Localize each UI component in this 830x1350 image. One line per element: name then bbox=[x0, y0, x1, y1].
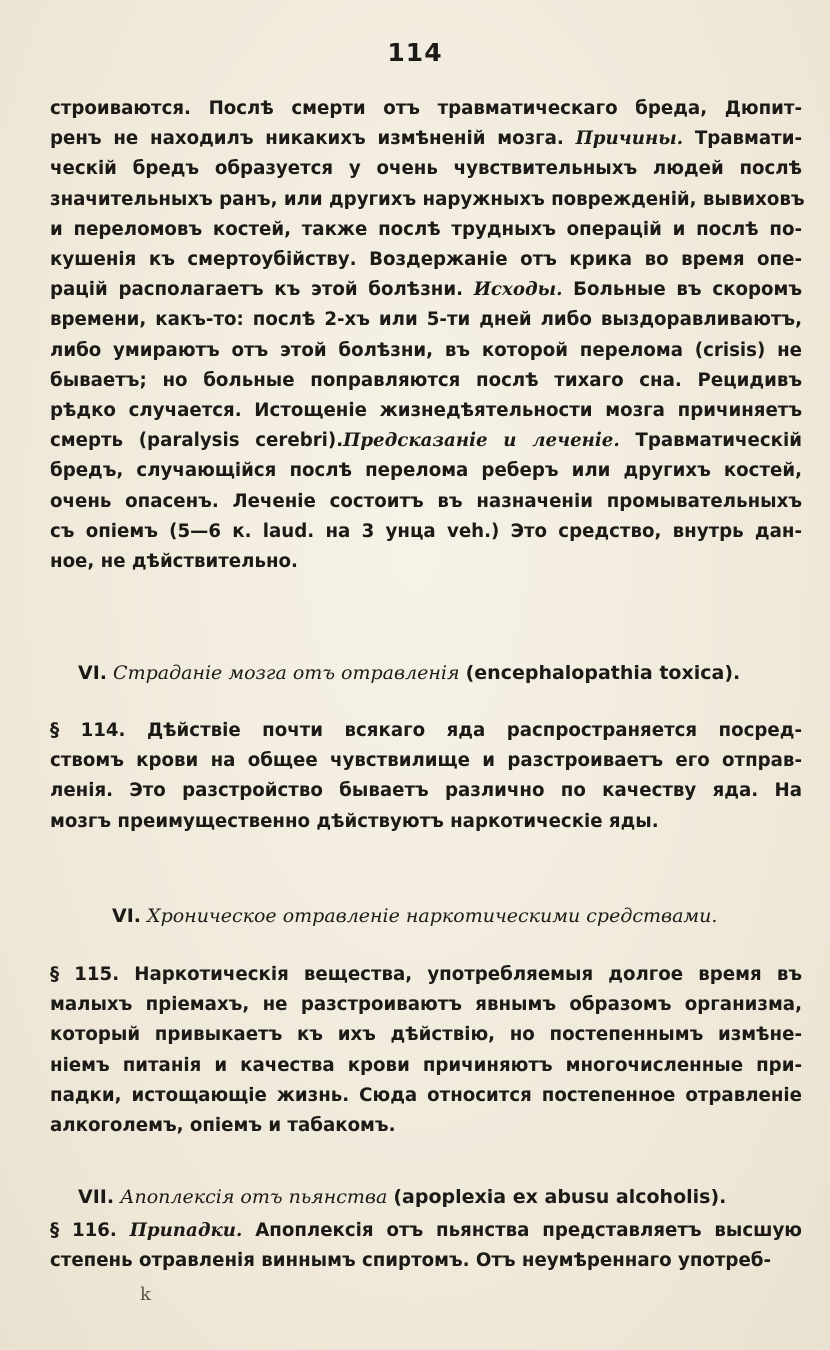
text-line: который привыкаетъ къ ихъ дѣйствію, но постепеннымъ измѣне- bbox=[50, 1024, 802, 1046]
text-line: степень отравленія виннымъ спиртомъ. Отъ неумѣреннаго употреб- bbox=[50, 1250, 772, 1272]
paragraph-114 bbox=[50, 716, 802, 837]
text-line: времени, какъ-то: послѣ 2-хъ или 5-ти дней либо выздоравливаютъ, bbox=[50, 309, 802, 331]
heading-title: Страданіе мозга отъ отравленія bbox=[113, 662, 460, 684]
text-line: § 114. Дѣйствіе почти всякаго яда распространяется посред- bbox=[50, 720, 802, 741]
text-line: мозгъ преимущественно дѣйствуютъ наркотическіе яды. bbox=[50, 810, 659, 832]
text-line: ное, не дѣйствительно. bbox=[50, 551, 298, 573]
text-line: бываетъ; но больные поправляются послѣ тихаго сна. Рецидивъ bbox=[50, 369, 802, 391]
italic-run: Причины. bbox=[575, 128, 684, 150]
text-line: ніемъ питанія и качества крови причиняютъ многочисленные при- bbox=[50, 1054, 802, 1076]
paragraph-116 bbox=[50, 1216, 802, 1276]
heading-latin: (encephalopathia toxica). bbox=[465, 662, 741, 684]
italic-run: Исходы. bbox=[473, 279, 563, 301]
section-heading-vi-toxic bbox=[78, 660, 798, 686]
text-line: § 115. Наркотическія вещества, употребляемыя долгое время въ bbox=[50, 964, 802, 985]
text-line: съ опіемъ (5—6 к. laud. на 3 унца veh.) Это средство, внутрь дан- bbox=[50, 520, 802, 542]
heading-number: VI. bbox=[112, 905, 141, 927]
text-line: ленія. Это разстройство бываетъ различно по качеству яда. На bbox=[50, 780, 802, 802]
text-line: кушенія къ смертоубійству. Воздержаніе отъ крика во время опе- bbox=[50, 249, 802, 271]
paragraph-traumatic-delirium bbox=[50, 94, 805, 577]
text-line: алкоголемъ, опіемъ и табакомъ. bbox=[50, 1115, 396, 1137]
text-line: рацій располагаетъ къ этой болѣзни. Исходы. Больные въ скоромъ bbox=[50, 279, 802, 301]
text-line: ческій бредъ образуется у очень чувствительныхъ людей послѣ bbox=[50, 158, 802, 180]
text-line: строиваются. Послѣ смерти отъ травматическаго бреда, Дюпит- bbox=[50, 98, 802, 119]
text-line: § 116. Припадки. Апоплексія отъ пьянства представляетъ высшую bbox=[50, 1220, 802, 1241]
text-line: ренъ не находилъ никакихъ измѣненій мозга. Причины. Травмати- bbox=[50, 128, 803, 150]
text-line: бредъ, случающійся послѣ перелома реберъ или другихъ костей, bbox=[50, 460, 802, 482]
text-line: падки, истощающіе жизнь. Сюда относится постепенное отравленіе bbox=[50, 1084, 802, 1106]
section-heading-vii bbox=[78, 1184, 798, 1210]
heading-latin: (apoplexia ex abusu alcoholis). bbox=[393, 1186, 727, 1208]
heading-title: Апоплексія отъ пьянства bbox=[120, 1186, 388, 1208]
heading-title: Хроническое отравленіе наркотическими средствами. bbox=[147, 905, 718, 927]
text-line: значительныхъ ранъ, или другихъ наружныхъ поврежденій, вывиховъ bbox=[50, 188, 805, 210]
text-line: и переломовъ костей, также послѣ трудныхъ операцій и послѣ по- bbox=[50, 218, 802, 240]
heading-number: VII. bbox=[78, 1186, 115, 1208]
text-line: очень опасенъ. Леченіе состоитъ въ назначеніи промывательныхъ bbox=[50, 490, 802, 512]
text-line: либо умираютъ отъ этой болѣзни, въ которой перелома (crisis) не bbox=[50, 339, 802, 361]
page-number: 114 bbox=[387, 38, 443, 67]
italic-run: Припадки. bbox=[129, 1220, 243, 1241]
heading-number: VI. bbox=[78, 662, 107, 684]
text-line: смерть (paralysis cerebri).Предсказаніе и леченіе. Травматическій bbox=[50, 430, 802, 452]
text-line: малыхъ пріемахъ, не разстроиваютъ явнымъ образомъ организма, bbox=[50, 994, 802, 1016]
text-line: рѣдко случается. Истощеніе жизнедѣятельности мозга причиняетъ bbox=[50, 400, 802, 422]
text-line: ствомъ крови на общее чувствилище и разстроиваетъ его отправ- bbox=[50, 750, 802, 772]
printer-signature-mark: k bbox=[140, 1284, 151, 1305]
paragraph-115 bbox=[50, 960, 802, 1141]
section-heading-vi-chronic bbox=[112, 903, 830, 929]
italic-run: Предсказаніе и леченіе. bbox=[343, 430, 620, 452]
